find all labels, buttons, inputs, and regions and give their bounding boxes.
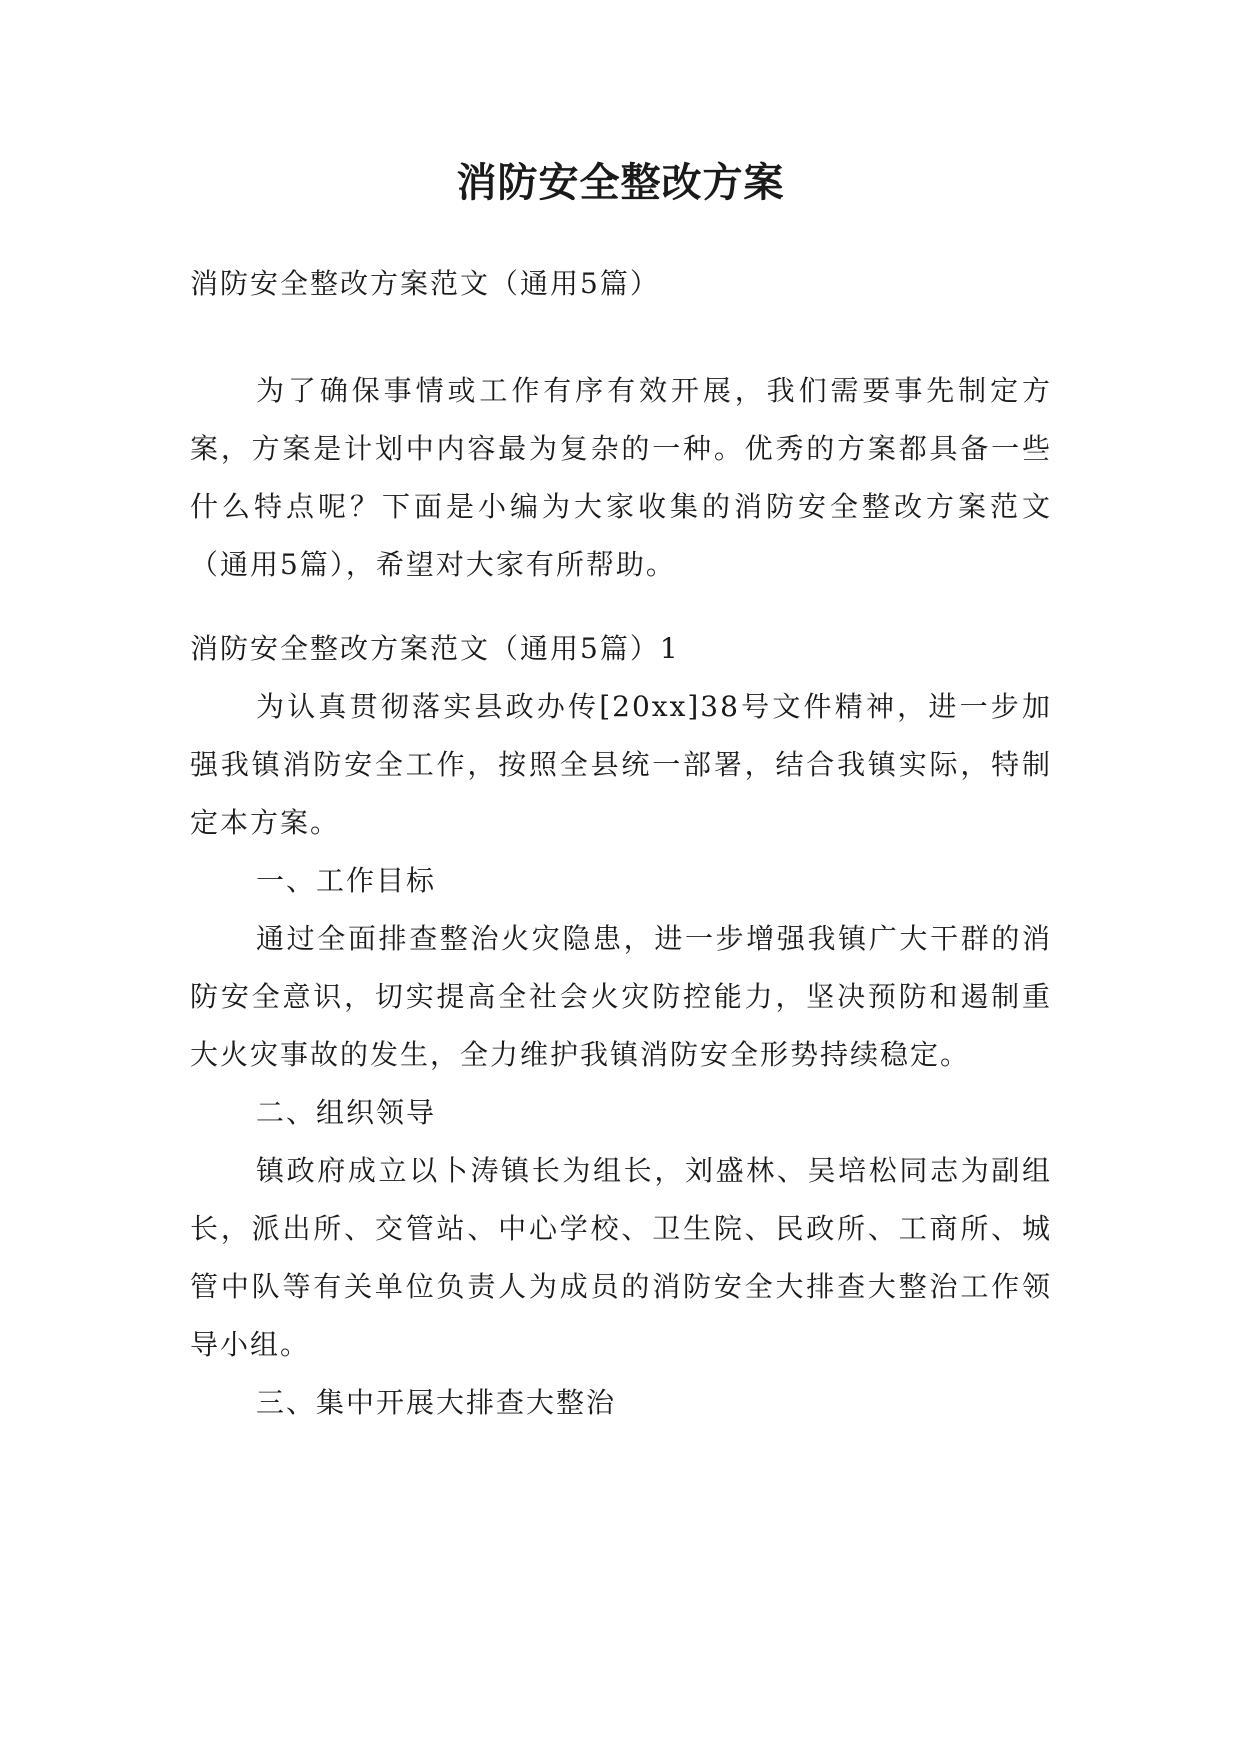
section-body bbox=[190, 620, 1052, 1432]
subtitle-text: 消防安全整改方案范文（通用5篇） bbox=[190, 267, 660, 300]
document-subtitle bbox=[190, 255, 1052, 313]
intro-text: 为了确保事情或工作有序有效开展，我们需要事先制定方案，方案是计划中内容最为复杂的一种。优秀的方案都具备一些什么特点呢？下面是小编为大家收集的消防安全整改方案范文（通用5篇），希望对大家有所帮助。 bbox=[190, 374, 1052, 581]
intro-paragraph bbox=[190, 362, 1052, 594]
section-heading: 消防安全整改方案范文（通用5篇）1 bbox=[190, 632, 680, 665]
body-paragraph: 为认真贯彻落实县政办传[20xx]38号文件精神，进一步加强我镇消防安全工作，按照全县统一部署，结合我镇实际，特制定本方案。 bbox=[190, 690, 1052, 839]
heading-organization: 二、组织领导 bbox=[256, 1096, 437, 1129]
body-paragraph: 镇政府成立以卜涛镇长为组长，刘盛林、吴培松同志为副组长，派出所、交管站、中心学校、卫生院、民政所、工商所、城管中队等有关单位负责人为成员的消防安全大排查大整治工作领导小组。 bbox=[190, 1154, 1052, 1361]
heading-inspection: 三、集中开展大排查大整治 bbox=[256, 1386, 617, 1419]
heading-work-goal: 一、工作目标 bbox=[256, 864, 437, 897]
body-paragraph: 通过全面排查整治火灾隐患，进一步增强我镇广大干群的消防安全意识，切实提高全社会火灾防控能力，坚决预防和遏制重大火灾事故的发生，全力维护我镇消防安全形势持续稳定。 bbox=[190, 922, 1052, 1071]
document-title: 消防安全整改方案 bbox=[456, 160, 785, 206]
